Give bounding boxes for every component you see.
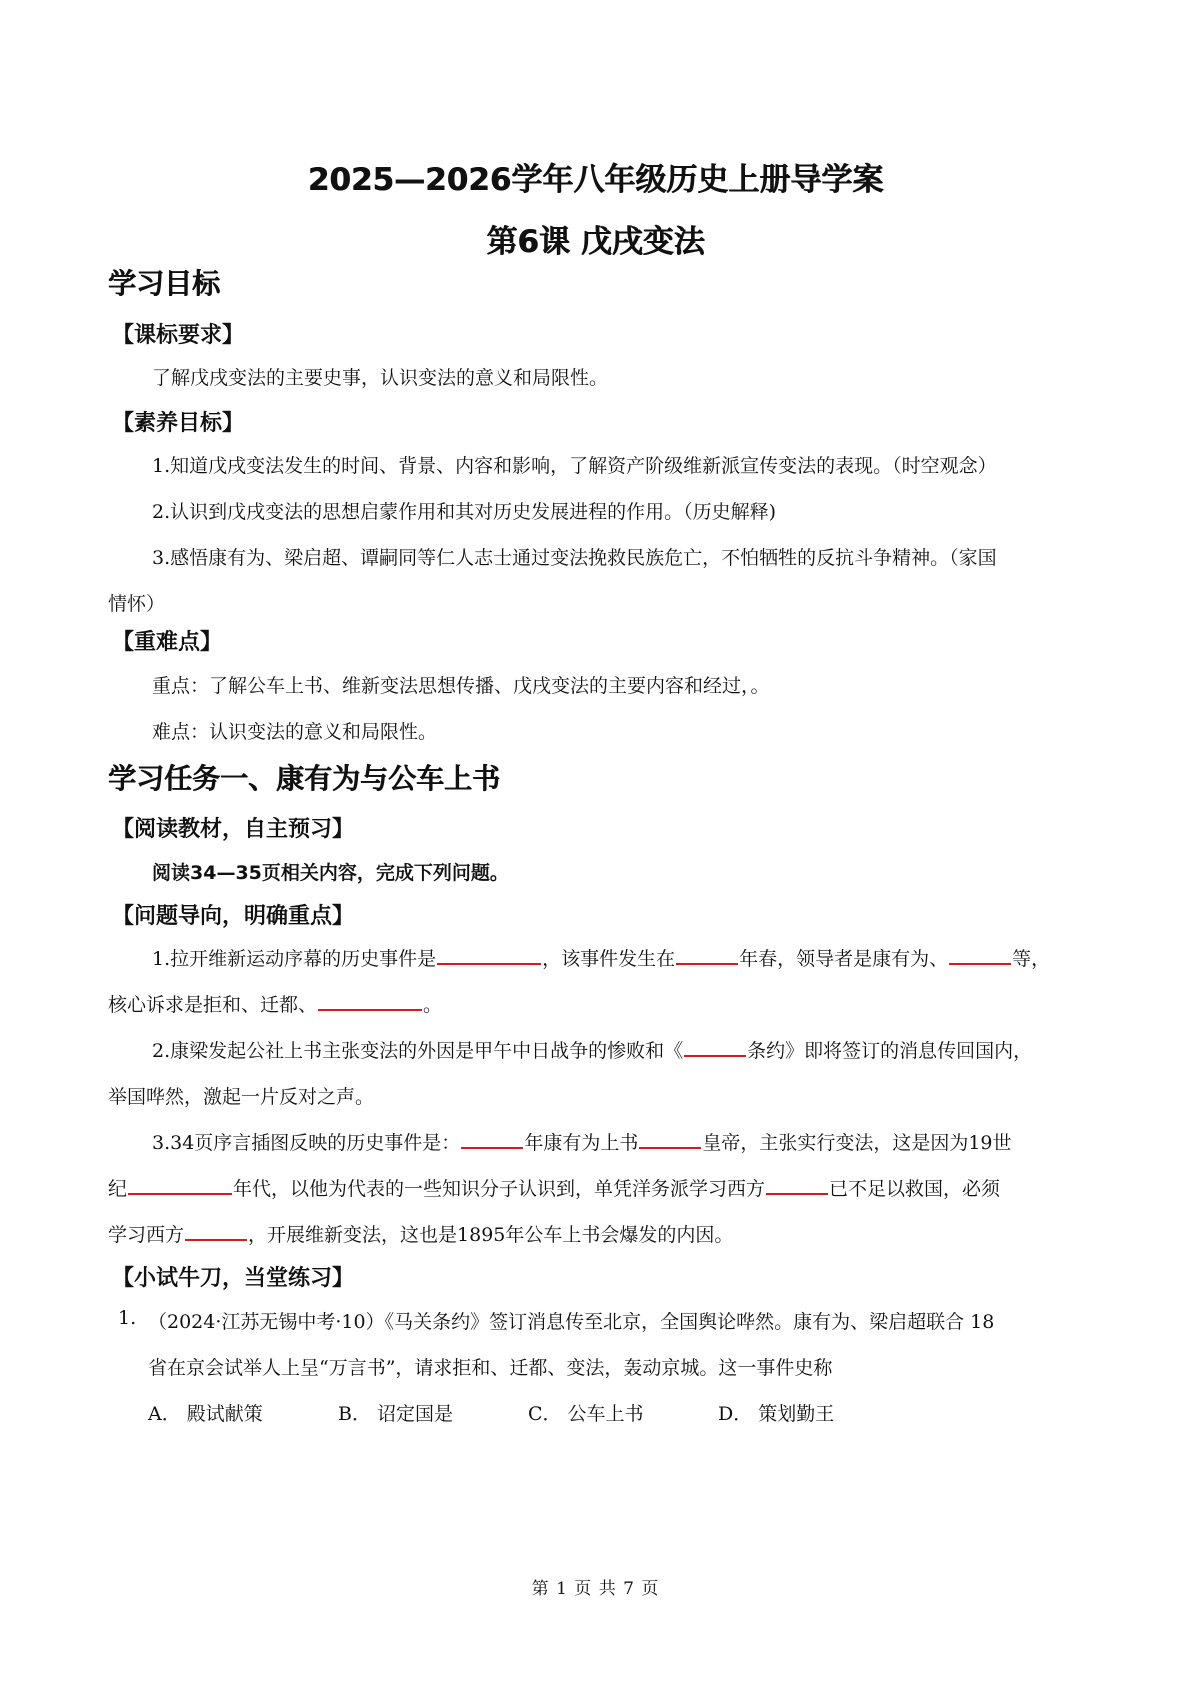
question-3-line3 (108, 1220, 733, 1247)
q2-text-b: 条约》即将签订的消息传回国内， (747, 1040, 1033, 1062)
question-3-line2 (108, 1174, 1000, 1201)
key-point-text: 重点：了解公车上书、维新变法思想传播、戊戌变法的主要内容和经过，。 (152, 675, 770, 697)
document-title: 2025—2026学年八年级历史上册导学案 (307, 162, 884, 198)
q1-text-a: 1.拉开维新运动序幕的历史事件是 (152, 948, 437, 970)
option-text: 公车上书 (567, 1403, 644, 1425)
practice-label: 【小试牛刀，当堂练习】 (112, 1266, 355, 1291)
question-3-line1 (152, 1128, 1012, 1155)
q3-text-g: 学习西方 (108, 1224, 185, 1246)
question-1-line2 (108, 990, 442, 1017)
fill-blank[interactable] (461, 1128, 523, 1149)
question-1-line1 (152, 944, 1050, 971)
page-footer: 第 1 页 共 7 页 (531, 1579, 660, 1599)
q3-text-e: 年代，以他为代表的一些知识分子认识到，单凭洋务派学习西方 (233, 1178, 766, 1200)
option-letter: C． (528, 1403, 562, 1425)
fill-blank[interactable] (766, 1174, 828, 1195)
q3-text-c: 皇帝，主张实行变法，这是因为19世 (702, 1132, 1012, 1154)
option-letter: A． (148, 1403, 181, 1425)
option-letter: B． (338, 1403, 371, 1425)
q1-text-e: 核心诉求是拒和、迁都、 (108, 994, 318, 1016)
questions-label: 【问题导向，明确重点】 (112, 904, 355, 929)
literacy-item-2: 2.认识到戊戌变法的思想启蒙作用和其对历史发展进程的作用。（历史解释) (152, 501, 777, 523)
literacy-item-3-line1: 3.感悟康有为、梁启超、谭嗣同等仁人志士通过变法挽救民族危亡，不怕牺牲的反抗斗争精神。（家国 (152, 547, 997, 569)
q3-text-b: 年康有为上书 (524, 1132, 639, 1154)
q1-text-c: 年春，领导者是康有为、 (739, 948, 949, 970)
fill-blank[interactable] (185, 1220, 247, 1241)
practice-question-line1: （2024·江苏无锡中考·10）《马关条约》签订消息传至北京，全国舆论哗然。康有为、梁启超联合 18 (148, 1311, 995, 1333)
option-text: 策划勤王 (758, 1403, 835, 1425)
option-a[interactable] (148, 1399, 263, 1426)
q2-text-a: 2.康梁发起公社上书主张变法的外因是甲午中日战争的惨败和《 (152, 1040, 684, 1062)
question-2-line1 (152, 1036, 1032, 1063)
task1-heading: 学习任务一、康有为与公车上书 (108, 762, 501, 795)
q1-text-d: 等， (1012, 948, 1051, 970)
option-d[interactable] (718, 1399, 834, 1426)
lesson-title: 第6课 戊戌变法 (486, 224, 705, 260)
fill-blank[interactable] (676, 944, 738, 965)
q3-text-f: 已不足以救国，必须 (829, 1178, 1001, 1200)
option-b[interactable] (338, 1399, 453, 1426)
option-c[interactable] (528, 1399, 644, 1426)
fill-blank[interactable] (128, 1174, 232, 1195)
fill-blank[interactable] (437, 944, 541, 965)
fill-blank[interactable] (639, 1128, 701, 1149)
q1-text-b: ，该事件发生在 (542, 948, 676, 970)
goals-heading: 学习目标 (108, 267, 221, 300)
q3-text-d: 纪 (108, 1178, 128, 1200)
question-2-line2: 举国哗然，激起一片反对之声。 (108, 1086, 375, 1108)
key-points-label: 【重难点】 (112, 630, 223, 655)
literacy-item-3-line2: 情怀） (108, 593, 166, 615)
difficult-point-text: 难点：认识变法的意义和局限性。 (152, 721, 438, 743)
read-label: 【阅读教材，自主预习】 (112, 817, 355, 842)
option-text: 诏定国是 (376, 1403, 453, 1425)
q3-text-a: 3.34页序言插图反映的历史事件是： (152, 1132, 461, 1154)
option-text: 殿试献策 (186, 1403, 263, 1425)
read-text: 阅读34—35页相关内容，完成下列问题。 (152, 862, 509, 884)
literacy-item-1: 1.知道戊戌变法发生的时间、背景、内容和影响，了解资产阶级维新派宣传变法的表现。（时空观念） (152, 455, 997, 477)
fill-blank[interactable] (684, 1036, 746, 1057)
option-letter: D． (718, 1403, 753, 1425)
literacy-label: 【素养目标】 (112, 411, 245, 436)
fill-blank[interactable] (318, 990, 422, 1011)
practice-question-line2: 省在京会试举人上呈“万言书”，请求拒和、迁都、变法，轰动京城。这一事件史称 (148, 1357, 833, 1379)
q3-text-h: ，开展维新变法，这也是1895年公车上书会爆发的内因。 (248, 1224, 734, 1246)
q1-text-f: 。 (423, 994, 443, 1016)
fill-blank[interactable] (949, 944, 1011, 965)
curriculum-label: 【课标要求】 (112, 323, 245, 348)
practice-question-number: 1. (118, 1307, 137, 1329)
curriculum-text: 了解戊戌变法的主要史事，认识变法的意义和局限性。 (152, 367, 609, 389)
